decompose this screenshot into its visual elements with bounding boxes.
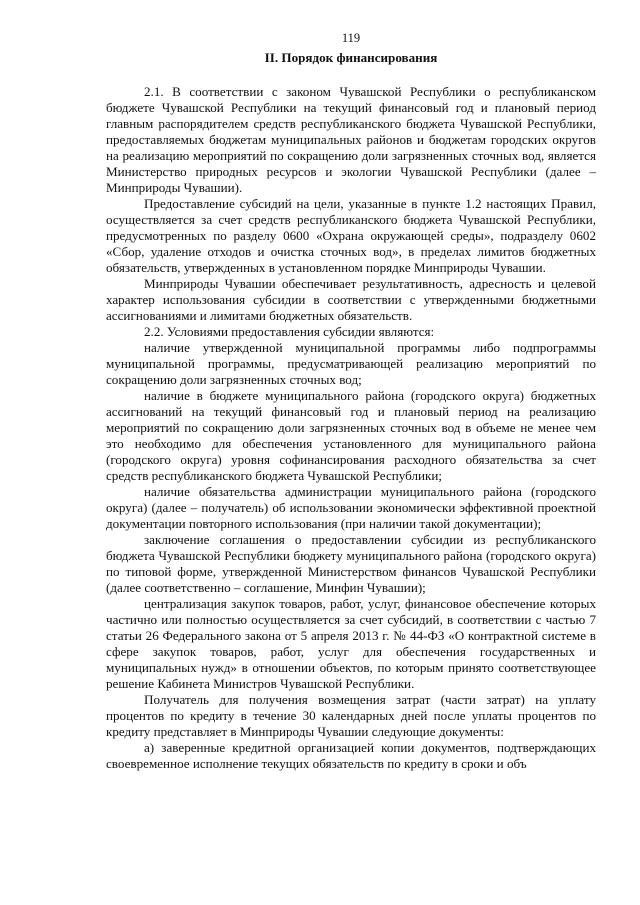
section-heading: II. Порядок финансирования: [264, 50, 438, 65]
paragraph: наличие обязательства администрации муниципального района (городского округа) (далее – получатель) об использовании экономически эффективной проектной документации повторного использования (при наличии такой документации);: [106, 484, 596, 531]
paragraph: Получатель для получения возмещения затрат (части затрат) на уплату процентов по кредиту в течение 30 календарных дней после уплаты процентов по кредиту представляет в Минприроды Чувашии следующие документы:: [106, 692, 596, 739]
document-page: [106, 30, 596, 772]
page-number: 119: [341, 31, 361, 45]
paragraph: централизация закупок товаров, работ, услуг, финансовое обеспечение которых частично или полностью осуществляется за счет субсидий, в соответствии с частью 7 статьи 26 Федерального закона от 5 апреля 2013 г. № 44-ФЗ «О контрактной системе в сфере закупок товаров, работ, услуг для обеспечения государственных и муниципальных нужд» в отношении объектов, по которым принято соответствующее решение Кабинета Министров Чувашской Республики.: [106, 596, 596, 691]
paragraph: 2.2. Условиями предоставления субсидии являются:: [144, 324, 435, 339]
paragraph: 2.1. В соответствии с законом Чувашской Республики о республиканском бюджете Чувашской Республики на текущий финансовый год и плановый период главным распорядителем средств республиканского бюджета Чувашской Республики, предоставляемых бюджетам муниципальных районов и бюджетам городских округов на реализацию мероприятий по сокращению доли загрязненных сточных вод, является Министерство природных ресурсов и экологии Чувашской Республики (далее – Минприроды Чувашии).: [106, 84, 596, 195]
paragraph: Предоставление субсидий на цели, указанные в пункте 1.2 настоящих Правил, осуществляется за счет средств республиканского бюджета Чувашской Республики, предусмотренных по разделу 0600 «Охрана окружающей среды», подразделу 0602 «Сбор, удаление отходов и очистка сточных вод», в пределах лимитов бюджетных обязательств, утвержденных в установленном порядке Минприроды Чувашии.: [106, 196, 596, 275]
paragraph: наличие утвержденной муниципальной программы либо подпрограммы муниципальной программы, предусматривающей реализацию мероприятий по сокращению доли загрязненных сточных вод;: [106, 340, 596, 387]
paragraph: наличие в бюджете муниципального района (городского округа) бюджетных ассигнований на текущий финансовый год и плановый период на реализацию мероприятий по сокращению доли загрязненных сточных вод в объеме не менее чем это необходимо для обеспечения установленного для муниципального района (городского округа) уровня софинансирования расходного обязательства за счет средств республиканского бюджета Чувашской Республики;: [106, 388, 596, 483]
paragraph: заключение соглашения о предоставлении субсидии из республиканского бюджета Чувашской Республики бюджету муниципального района (городского округа) по типовой форме, утвержденной Министерством финансов Чувашской Республики (далее соответственно – соглашение, Минфин Чувашии);: [106, 532, 596, 595]
paragraph: Минприроды Чувашии обеспечивает результативность, адресность и целевой характер использования субсидии в соответствии с утвержденными бюджетными ассигнованиями и лимитами бюджетных обязательств.: [106, 276, 596, 323]
paragraph: а) заверенные кредитной организацией копии документов, подтверждающих своевременное исполнение текущих обязательств по кредиту в сроки и объ: [106, 740, 596, 771]
